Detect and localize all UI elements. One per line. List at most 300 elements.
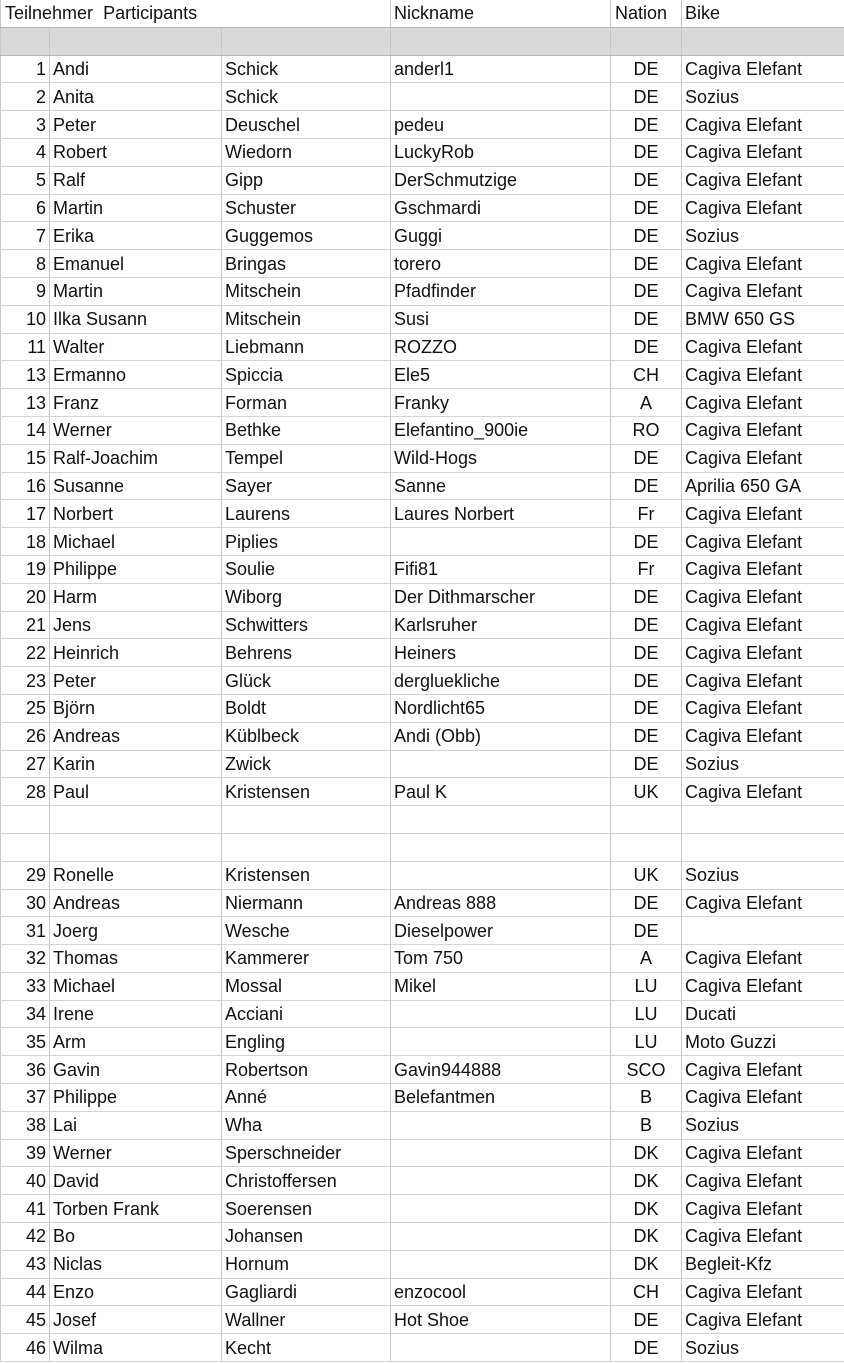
cell-last-name (222, 806, 391, 834)
cell-bike: Aprilia 650 GA (682, 472, 844, 500)
cell-nickname: Gschmardi (391, 194, 611, 222)
table-row (1, 416, 844, 444)
cell-last-name: Acciani (222, 1000, 391, 1028)
cell-nation: LU (611, 1000, 682, 1028)
cell-bike: Cagiva Elefant (682, 694, 844, 722)
cell-nickname: Andreas 888 (391, 889, 611, 917)
cell-last-name: Mossal (222, 972, 391, 1000)
cell-last-name: Deuschel (222, 111, 391, 139)
cell-last-name: Wiborg (222, 583, 391, 611)
cell-nickname: DerSchmutzige (391, 166, 611, 194)
cell-first-name: Josef (50, 1306, 222, 1334)
table-row (1, 1111, 844, 1139)
cell-number: 38 (1, 1111, 50, 1139)
table-row (1, 1195, 844, 1223)
table-row (1, 1167, 844, 1195)
cell-nation: DE (611, 1306, 682, 1334)
cell-bike: Cagiva Elefant (682, 1167, 844, 1195)
table-row (1, 500, 844, 528)
cell-number: 43 (1, 1250, 50, 1278)
cell-bike: Cagiva Elefant (682, 1084, 844, 1112)
cell-nation: DE (611, 444, 682, 472)
table-row (1, 250, 844, 278)
cell-last-name: Bethke (222, 416, 391, 444)
cell-nation: DE (611, 305, 682, 333)
cell-bike: Begleit-Kfz (682, 1250, 844, 1278)
cell-nation: DK (611, 1195, 682, 1223)
cell-nation: DE (611, 583, 682, 611)
table-row (1, 361, 844, 389)
table-row (1, 333, 844, 361)
cell-nickname: Paul K (391, 778, 611, 806)
cell-last-name: Wesche (222, 917, 391, 945)
table-row (1, 555, 844, 583)
cell-nation: DE (611, 333, 682, 361)
cell-nickname: Andi (Obb) (391, 722, 611, 750)
cell-number: 9 (1, 277, 50, 305)
cell-nation: DE (611, 528, 682, 556)
cell-nation: DE (611, 55, 682, 83)
table-row (1, 1000, 844, 1028)
cell-first-name: Philippe (50, 1084, 222, 1112)
cell-number: 8 (1, 250, 50, 278)
cell-bike: Cagiva Elefant (682, 138, 844, 166)
cell-nation: DE (611, 694, 682, 722)
cell-bike: Cagiva Elefant (682, 444, 844, 472)
cell-number: 45 (1, 1306, 50, 1334)
cell-bike: Sozius (682, 861, 844, 889)
header-participants-label: Participants (103, 3, 198, 24)
cell-first-name: Franz (50, 389, 222, 417)
cell-nation: Fr (611, 555, 682, 583)
cell-number: 3 (1, 111, 50, 139)
cell-first-name: Joerg (50, 917, 222, 945)
cell-bike: Cagiva Elefant (682, 1278, 844, 1306)
cell-first-name: Susanne (50, 472, 222, 500)
table-row (1, 1028, 844, 1056)
cell-nickname: anderl1 (391, 55, 611, 83)
cell-first-name: Enzo (50, 1278, 222, 1306)
header-bike: Bike (682, 0, 844, 27)
cell-bike: Cagiva Elefant (682, 500, 844, 528)
cell-nickname: Gavin944888 (391, 1056, 611, 1084)
cell-nickname: Hot Shoe (391, 1306, 611, 1334)
cell-bike: Sozius (682, 222, 844, 250)
cell-last-name: Bringas (222, 250, 391, 278)
cell-bike: Cagiva Elefant (682, 667, 844, 695)
cell-number: 28 (1, 778, 50, 806)
cell-first-name: Michael (50, 528, 222, 556)
cell-number: 31 (1, 917, 50, 945)
cell-nation: DK (611, 1167, 682, 1195)
cell-first-name: Walter (50, 333, 222, 361)
cell-number: 34 (1, 1000, 50, 1028)
table-row (1, 166, 844, 194)
cell-nickname (391, 1250, 611, 1278)
table-row (1, 1278, 844, 1306)
cell-nickname: Fifi81 (391, 555, 611, 583)
cell-last-name: Robertson (222, 1056, 391, 1084)
table-row (1, 83, 844, 111)
cell-first-name: Arm (50, 1028, 222, 1056)
cell-number: 35 (1, 1028, 50, 1056)
cell-last-name: Piplies (222, 528, 391, 556)
cell-bike: Cagiva Elefant (682, 1139, 844, 1167)
cell-nation: DE (611, 111, 682, 139)
cell-first-name: Irene (50, 1000, 222, 1028)
table-row (1, 833, 844, 861)
cell-bike: BMW 650 GS (682, 305, 844, 333)
cell-number: 11 (1, 333, 50, 361)
cell-last-name: Behrens (222, 639, 391, 667)
table-row (1, 111, 844, 139)
table-row (1, 1084, 844, 1112)
table-row (1, 583, 844, 611)
cell-nickname: Laures Norbert (391, 500, 611, 528)
cell-first-name: Philippe (50, 555, 222, 583)
cell-nickname: Tom 750 (391, 945, 611, 973)
cell-bike (682, 833, 844, 861)
cell-first-name: Erika (50, 222, 222, 250)
cell-last-name: Schick (222, 83, 391, 111)
table-row (1, 194, 844, 222)
cell-first-name: Bo (50, 1223, 222, 1251)
cell-nickname: Wild-Hogs (391, 444, 611, 472)
table-row (1, 806, 844, 834)
cell-nickname: Ele5 (391, 361, 611, 389)
cell-nation: CH (611, 361, 682, 389)
cell-number: 13 (1, 389, 50, 417)
cell-bike: Cagiva Elefant (682, 1306, 844, 1334)
cell-first-name: Ermanno (50, 361, 222, 389)
cell-last-name: Johansen (222, 1223, 391, 1251)
table-row (1, 694, 844, 722)
cell-first-name: Thomas (50, 945, 222, 973)
cell-first-name: Norbert (50, 500, 222, 528)
cell-nation: DE (611, 889, 682, 917)
cell-nation: CH (611, 1278, 682, 1306)
cell-bike: Cagiva Elefant (682, 778, 844, 806)
cell-bike (682, 917, 844, 945)
cell-last-name: Guggemos (222, 222, 391, 250)
header-participants (1, 0, 391, 27)
cell-nickname: torero (391, 250, 611, 278)
cell-first-name: Ronelle (50, 861, 222, 889)
cell-number: 39 (1, 1139, 50, 1167)
cell-bike: Cagiva Elefant (682, 583, 844, 611)
table-row (1, 722, 844, 750)
cell-nation: DE (611, 83, 682, 111)
table-row (1, 1250, 844, 1278)
cell-bike: Cagiva Elefant (682, 55, 844, 83)
cell-last-name: Soulie (222, 555, 391, 583)
cell-nickname: Heiners (391, 639, 611, 667)
cell-nation: DE (611, 472, 682, 500)
cell-first-name: David (50, 1167, 222, 1195)
cell-nickname: Karlsruher (391, 611, 611, 639)
cell-nation: A (611, 389, 682, 417)
cell-nation: DE (611, 917, 682, 945)
cell-first-name: Jens (50, 611, 222, 639)
cell-nation: B (611, 1111, 682, 1139)
cell-last-name: Schick (222, 55, 391, 83)
table-row (1, 55, 844, 83)
cell-nickname: Pfadfinder (391, 277, 611, 305)
cell-nickname: Sanne (391, 472, 611, 500)
cell-first-name: Peter (50, 111, 222, 139)
cell-nation (611, 833, 682, 861)
cell-last-name: Kammerer (222, 945, 391, 973)
cell-first-name: Werner (50, 416, 222, 444)
cell-number: 46 (1, 1334, 50, 1362)
cell-first-name: Andreas (50, 722, 222, 750)
cell-number: 4 (1, 138, 50, 166)
cell-bike: Sozius (682, 750, 844, 778)
cell-nation: B (611, 1084, 682, 1112)
cell-number: 10 (1, 305, 50, 333)
cell-first-name: Karin (50, 750, 222, 778)
cell-nickname (391, 1111, 611, 1139)
table-row (1, 528, 844, 556)
cell-first-name (50, 833, 222, 861)
cell-bike: Sozius (682, 1111, 844, 1139)
cell-bike: Cagiva Elefant (682, 389, 844, 417)
cell-last-name: Soerensen (222, 1195, 391, 1223)
cell-last-name: Wha (222, 1111, 391, 1139)
cell-bike: Moto Guzzi (682, 1028, 844, 1056)
cell-number: 42 (1, 1223, 50, 1251)
cell-nickname: Belefantmen (391, 1084, 611, 1112)
cell-bike: Cagiva Elefant (682, 194, 844, 222)
cell-nickname (391, 1223, 611, 1251)
header-teilnehmer: Teilnehmer (5, 3, 94, 24)
cell-last-name: Engling (222, 1028, 391, 1056)
cell-bike: Cagiva Elefant (682, 1195, 844, 1223)
cell-bike: Cagiva Elefant (682, 416, 844, 444)
cell-last-name: Sperschneider (222, 1139, 391, 1167)
cell-number: 26 (1, 722, 50, 750)
cell-nation: DE (611, 194, 682, 222)
cell-first-name: Peter (50, 667, 222, 695)
table-row (1, 889, 844, 917)
cell-number: 17 (1, 500, 50, 528)
cell-nation: DE (611, 667, 682, 695)
cell-nation: DK (611, 1139, 682, 1167)
cell-nation: UK (611, 861, 682, 889)
cell-number: 19 (1, 555, 50, 583)
cell-bike: Ducati (682, 1000, 844, 1028)
table-row (1, 305, 844, 333)
cell-first-name: Ralf (50, 166, 222, 194)
cell-nickname (391, 861, 611, 889)
cell-nickname: pedeu (391, 111, 611, 139)
cell-nation: RO (611, 416, 682, 444)
cell-nickname (391, 1195, 611, 1223)
cell-bike: Cagiva Elefant (682, 111, 844, 139)
cell-nation: DK (611, 1223, 682, 1251)
cell-first-name: Niclas (50, 1250, 222, 1278)
cell-last-name: Schuster (222, 194, 391, 222)
cell-number: 18 (1, 528, 50, 556)
cell-nickname: enzocool (391, 1278, 611, 1306)
cell-last-name: Mitschein (222, 305, 391, 333)
cell-number: 5 (1, 166, 50, 194)
cell-number: 15 (1, 444, 50, 472)
cell-number: 44 (1, 1278, 50, 1306)
cell-first-name: Martin (50, 277, 222, 305)
cell-nickname: Susi (391, 305, 611, 333)
cell-nickname (391, 1139, 611, 1167)
cell-bike: Cagiva Elefant (682, 361, 844, 389)
cell-first-name: Heinrich (50, 639, 222, 667)
cell-bike: Sozius (682, 83, 844, 111)
cell-last-name: Laurens (222, 500, 391, 528)
cell-bike: Cagiva Elefant (682, 250, 844, 278)
cell-first-name: Harm (50, 583, 222, 611)
cell-bike: Cagiva Elefant (682, 333, 844, 361)
table-row (1, 444, 844, 472)
cell-first-name: Lai (50, 1111, 222, 1139)
cell-nation: UK (611, 778, 682, 806)
cell-first-name: Ralf-Joachim (50, 444, 222, 472)
cell-first-name: Paul (50, 778, 222, 806)
cell-first-name: Emanuel (50, 250, 222, 278)
cell-last-name: Sayer (222, 472, 391, 500)
cell-bike: Cagiva Elefant (682, 277, 844, 305)
cell-nickname (391, 1167, 611, 1195)
cell-first-name: Werner (50, 1139, 222, 1167)
cell-number: 33 (1, 972, 50, 1000)
cell-last-name: Schwitters (222, 611, 391, 639)
cell-nickname (391, 1334, 611, 1362)
cell-nation: DE (611, 250, 682, 278)
cell-first-name: Robert (50, 138, 222, 166)
cell-last-name: Anné (222, 1084, 391, 1112)
cell-last-name: Christoffersen (222, 1167, 391, 1195)
cell-nickname: Dieselpower (391, 917, 611, 945)
cell-bike: Cagiva Elefant (682, 1056, 844, 1084)
cell-nickname: Der Dithmarscher (391, 583, 611, 611)
table-row (1, 1306, 844, 1334)
cell-nickname: dergluekliche (391, 667, 611, 695)
cell-nation: DE (611, 750, 682, 778)
header-nation: Nation (611, 0, 682, 27)
table-row (1, 778, 844, 806)
cell-bike: Cagiva Elefant (682, 972, 844, 1000)
cell-number: 25 (1, 694, 50, 722)
cell-bike: Cagiva Elefant (682, 945, 844, 973)
cell-bike: Cagiva Elefant (682, 1223, 844, 1251)
cell-last-name: Liebmann (222, 333, 391, 361)
cell-bike: Cagiva Elefant (682, 555, 844, 583)
cell-bike: Cagiva Elefant (682, 889, 844, 917)
cell-number: 32 (1, 945, 50, 973)
cell-last-name: Kristensen (222, 778, 391, 806)
cell-first-name: Torben Frank (50, 1195, 222, 1223)
gray-spacer-row (1, 27, 844, 55)
cell-number: 21 (1, 611, 50, 639)
cell-first-name: Gavin (50, 1056, 222, 1084)
cell-last-name: Forman (222, 389, 391, 417)
cell-last-name: Glück (222, 667, 391, 695)
cell-nation: DK (611, 1250, 682, 1278)
cell-nickname (391, 83, 611, 111)
cell-last-name: Spiccia (222, 361, 391, 389)
cell-last-name (222, 833, 391, 861)
cell-nickname: Guggi (391, 222, 611, 250)
cell-nickname (391, 750, 611, 778)
cell-last-name: Küblbeck (222, 722, 391, 750)
cell-number: 29 (1, 861, 50, 889)
cell-nation: DE (611, 722, 682, 750)
cell-nation: SCO (611, 1056, 682, 1084)
cell-number: 36 (1, 1056, 50, 1084)
cell-number: 20 (1, 583, 50, 611)
cell-nickname: ROZZO (391, 333, 611, 361)
cell-nation: Fr (611, 500, 682, 528)
table-row (1, 389, 844, 417)
cell-last-name: Zwick (222, 750, 391, 778)
cell-first-name: Anita (50, 83, 222, 111)
cell-number: 30 (1, 889, 50, 917)
cell-nickname: Nordlicht65 (391, 694, 611, 722)
header-row (1, 0, 844, 27)
table-row (1, 1334, 844, 1362)
cell-last-name: Kristensen (222, 861, 391, 889)
cell-bike: Cagiva Elefant (682, 528, 844, 556)
cell-nation: DE (611, 166, 682, 194)
cell-number: 41 (1, 1195, 50, 1223)
cell-bike: Cagiva Elefant (682, 166, 844, 194)
cell-last-name: Wallner (222, 1306, 391, 1334)
cell-nickname: LuckyRob (391, 138, 611, 166)
cell-number: 27 (1, 750, 50, 778)
cell-first-name (50, 806, 222, 834)
cell-first-name: Wilma (50, 1334, 222, 1362)
cell-number: 1 (1, 55, 50, 83)
cell-number: 2 (1, 83, 50, 111)
cell-bike: Sozius (682, 1334, 844, 1362)
table-row (1, 472, 844, 500)
header-nickname: Nickname (391, 0, 611, 27)
cell-nickname: Franky (391, 389, 611, 417)
cell-nation: DE (611, 138, 682, 166)
cell-number: 13 (1, 361, 50, 389)
cell-number: 14 (1, 416, 50, 444)
cell-first-name: Ilka Susann (50, 305, 222, 333)
cell-number: 37 (1, 1084, 50, 1112)
cell-last-name: Gagliardi (222, 1278, 391, 1306)
table-row (1, 667, 844, 695)
table-row (1, 639, 844, 667)
cell-nation: DE (611, 1334, 682, 1362)
table-row (1, 138, 844, 166)
cell-nickname: Elefantino_900ie (391, 416, 611, 444)
cell-first-name: Andi (50, 55, 222, 83)
table-row (1, 222, 844, 250)
cell-nation: DE (611, 277, 682, 305)
cell-last-name: Tempel (222, 444, 391, 472)
table-row (1, 611, 844, 639)
table-row (1, 277, 844, 305)
cell-number: 6 (1, 194, 50, 222)
cell-last-name: Gipp (222, 166, 391, 194)
cell-number: 23 (1, 667, 50, 695)
cell-last-name: Mitschein (222, 277, 391, 305)
cell-number: 22 (1, 639, 50, 667)
cell-nickname (391, 1000, 611, 1028)
table-row (1, 945, 844, 973)
